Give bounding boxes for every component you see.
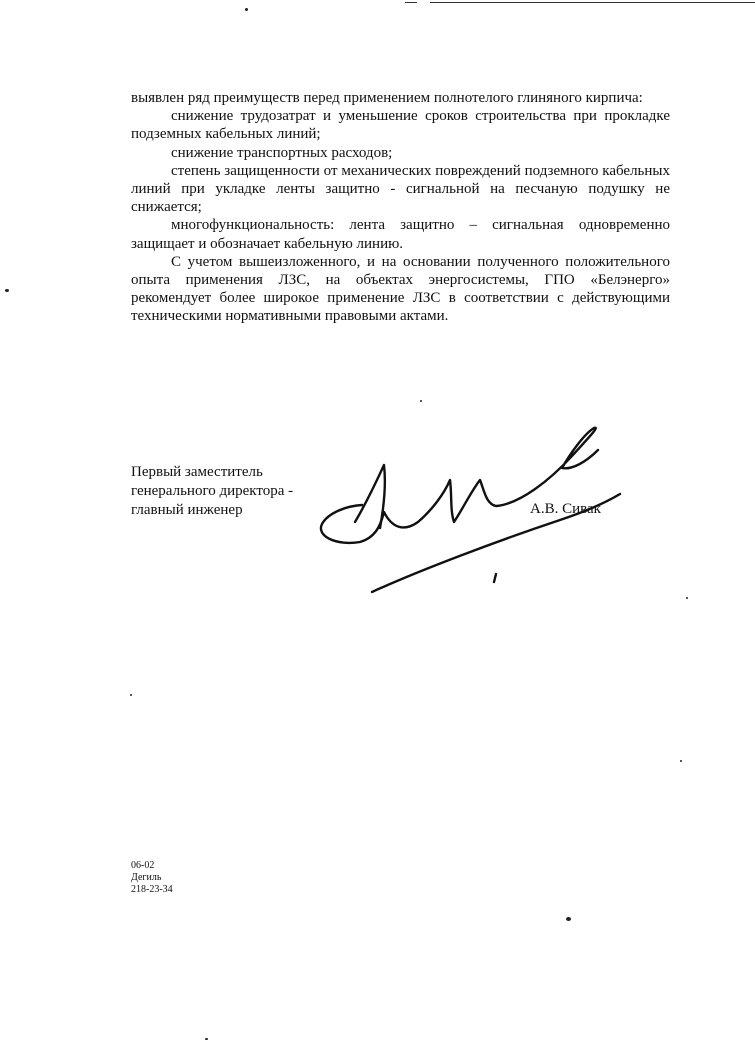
paragraph-protection-level: степень защищенности от механических повреждений подземного кабельных линий при укладке ленты защитно - сигнальной на песчаную подушку не снижается; — [131, 162, 670, 216]
paragraph-recommendation: С учетом вышеизложенного, и на основании полученного положительного опыта применения ЛЗС, на объектах энергосистемы, ГПО «Белэнерго» рекомендует более широкое применение ЛЗС в соответствии с действующими техническими нормативными правовыми актами. — [131, 253, 670, 325]
scan-edge-line — [430, 2, 755, 3]
document-footer — [131, 860, 173, 896]
scan-speck — [205, 1038, 208, 1040]
handwritten-signature — [300, 410, 630, 610]
scan-edge-mark — [405, 2, 417, 3]
paragraph-labor-reduction: снижение трудозатрат и уменьшение сроков строительства при прокладке подземных кабельных линий; — [131, 108, 670, 143]
scan-speck — [680, 760, 682, 762]
footer-author: Дегиль — [131, 872, 162, 883]
signatory-name: А.В. Сивак — [530, 501, 601, 517]
scan-speck — [130, 694, 132, 696]
scan-speck — [420, 400, 422, 402]
scan-speck — [245, 8, 248, 11]
footer-phone: 218-23-34 — [131, 884, 173, 895]
signatory-title — [131, 463, 293, 520]
footer-code: 06-02 — [131, 860, 155, 871]
letter-body — [131, 89, 670, 326]
signatory-title-line-2: генерального директора - — [131, 483, 294, 499]
paragraph-advantages-intro: выявлен ряд преимуществ перед применением полнотелого глиняного кирпича: — [131, 90, 643, 106]
signatory-title-line-1: Первый заместитель — [131, 464, 263, 480]
paragraph-multifunctionality: многофункциональность: лента защитно – сигнальная одновременно защищает и обозначает кабельную линию. — [131, 217, 670, 252]
paragraph-transport-costs: снижение транспортных расходов; — [171, 144, 393, 161]
scan-speck — [566, 917, 571, 921]
scan-speck — [686, 597, 688, 599]
signatory-title-line-3: главный инженер — [131, 502, 243, 518]
scan-speck — [5, 289, 9, 292]
